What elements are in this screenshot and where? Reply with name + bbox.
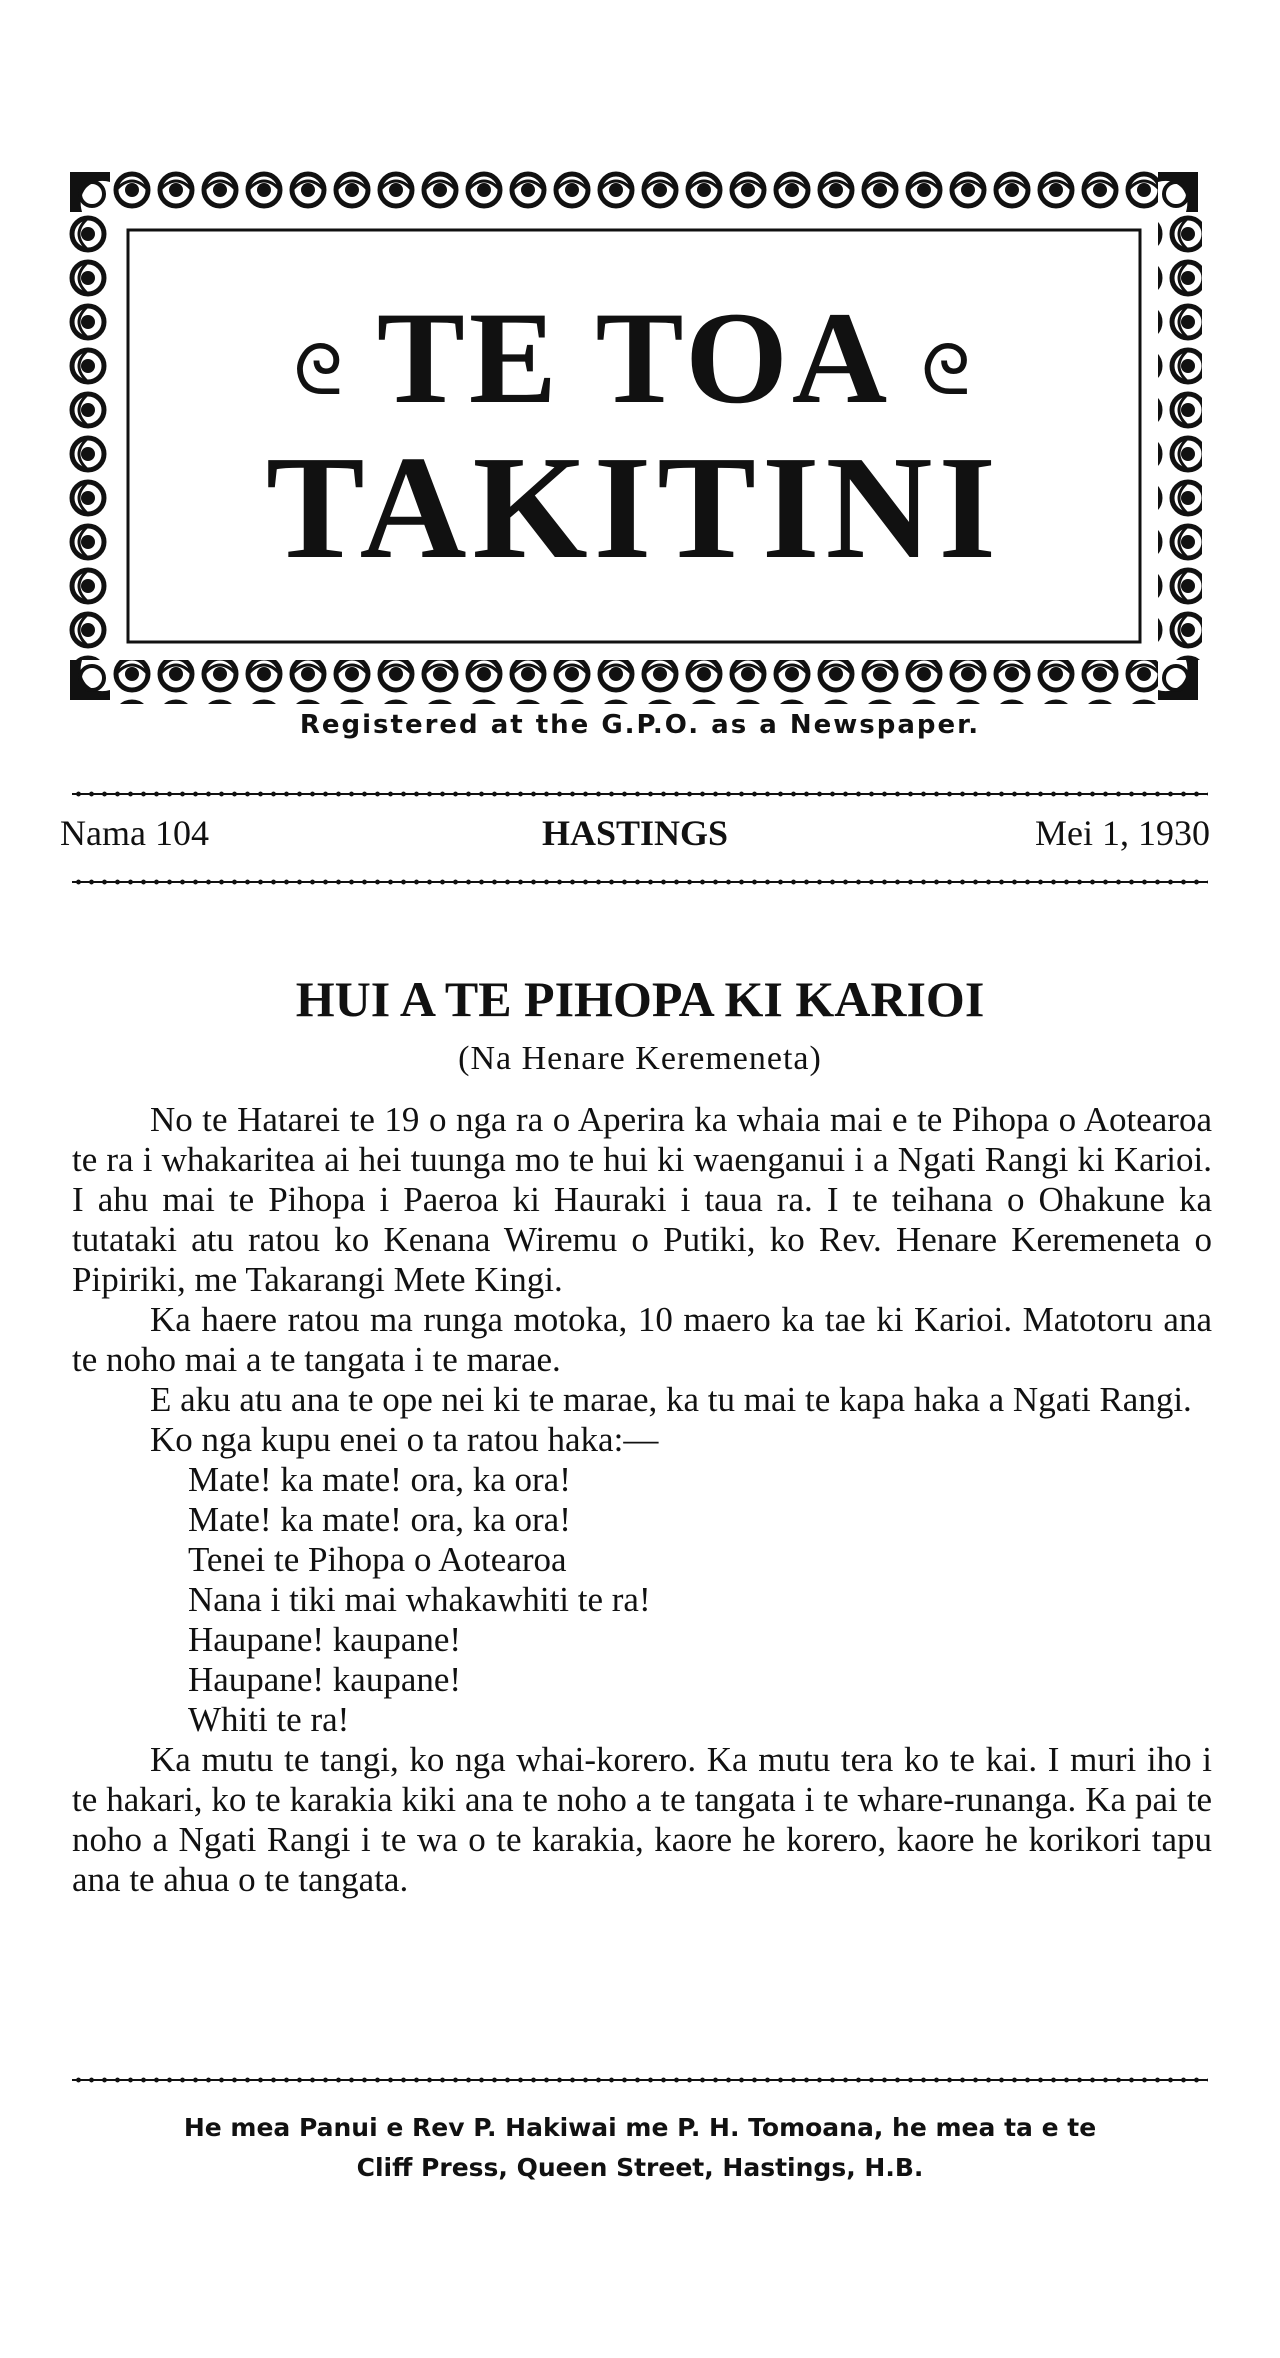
swirl-ornament-icon: ᘓ [293, 332, 347, 410]
article-paragraph: Ka mutu te tangi, ko nga whai-korero. Ka mutu tera ko te kai. I muri iho i te hakari, ko te karakia kiki ana te noho a te tangata i te whare-runanga. Ka pai te noho a Ngati Rangi i te wa o te karakia, kaore he korero, kaore he korikori tapu ana te ahua o te tangata. [72, 1740, 1212, 1899]
article-headline: HUI A TE PIHOPA KI KARIOI [295, 971, 985, 1027]
masthead-title-line-2: TAKITINI [265, 426, 1003, 590]
issue-info-bar [60, 812, 1210, 862]
chant-line: Mate! ka mate! ora, ka ora! [188, 1500, 571, 1539]
haka-chant [150, 1420, 1212, 1740]
dotted-rule-bottom [72, 2076, 1208, 2084]
chant-line: Nana i tiki mai whakawhiti te ra! [188, 1580, 651, 1619]
article-byline: (Na Henare Keremeneta) [458, 1040, 822, 1077]
article-paragraph: E aku atu ana te ope nei ki te marae, ka tu mai te kapa haka a Ngati Rangi. [150, 1380, 1192, 1419]
masthead [66, 168, 1202, 704]
chant-line: Haupane! kaupane! [188, 1620, 462, 1659]
title-text-1: TE TOA [376, 284, 892, 431]
dotted-rule-middle [72, 878, 1208, 886]
dotted-rule-top [72, 790, 1208, 798]
issue-city: HASTINGS [541, 813, 729, 853]
chant-line: Haupane! kaupane! [188, 1660, 462, 1699]
article-paragraph: Ka haere ratou ma runga motoka, 10 maero ka tae ki Karioi. Matotoru ana te noho mai a te tangata i te marae. [72, 1300, 1212, 1379]
article-body [72, 1100, 1212, 1900]
publisher-footer [0, 2108, 1280, 2188]
chant-intro: Ko nga kupu enei o ta ratou haka:— [150, 1420, 659, 1459]
footer-line-2: Cliff Press, Queen Street, Hastings, H.B. [356, 2153, 924, 2182]
masthead-title-line-1 [66, 284, 1202, 442]
issue-date: Mei 1, 1930 [1035, 813, 1210, 853]
footer-line-1: He mea Panui e Rev P. Hakiwai me P. H. Tomoana, he mea ta e te [183, 2113, 1097, 2142]
article-paragraph: No te Hatarei te 19 o nga ra o Aperira ka whaia mai e te Pihopa o Aotearoa te ra i whakaritea ai hei tuunga mo te hui ki waenganui i a Ngati Rangi ki Karioi. I ahu mai te Pihopa i Paeroa ki Hauraki i taua ra. I te teihana o Ohakune ka tutataki atu ratou ko Kenana Wiremu o Putiki, ko Rev. Henare Keremeneta o Pipiriki, me Takarangi Mete Kingi. [72, 1100, 1212, 1299]
chant-line: Mate! ka mate! ora, ka ora! [188, 1460, 571, 1499]
chant-line: Whiti te ra! [188, 1700, 350, 1739]
registration-note: Registered at the G.P.O. as a Newspaper. [299, 710, 981, 740]
issue-number: Nama 104 [60, 813, 209, 853]
swirl-ornament-icon: ᘓ [921, 332, 975, 410]
chant-line: Tenei te Pihopa o Aotearoa [188, 1540, 567, 1579]
